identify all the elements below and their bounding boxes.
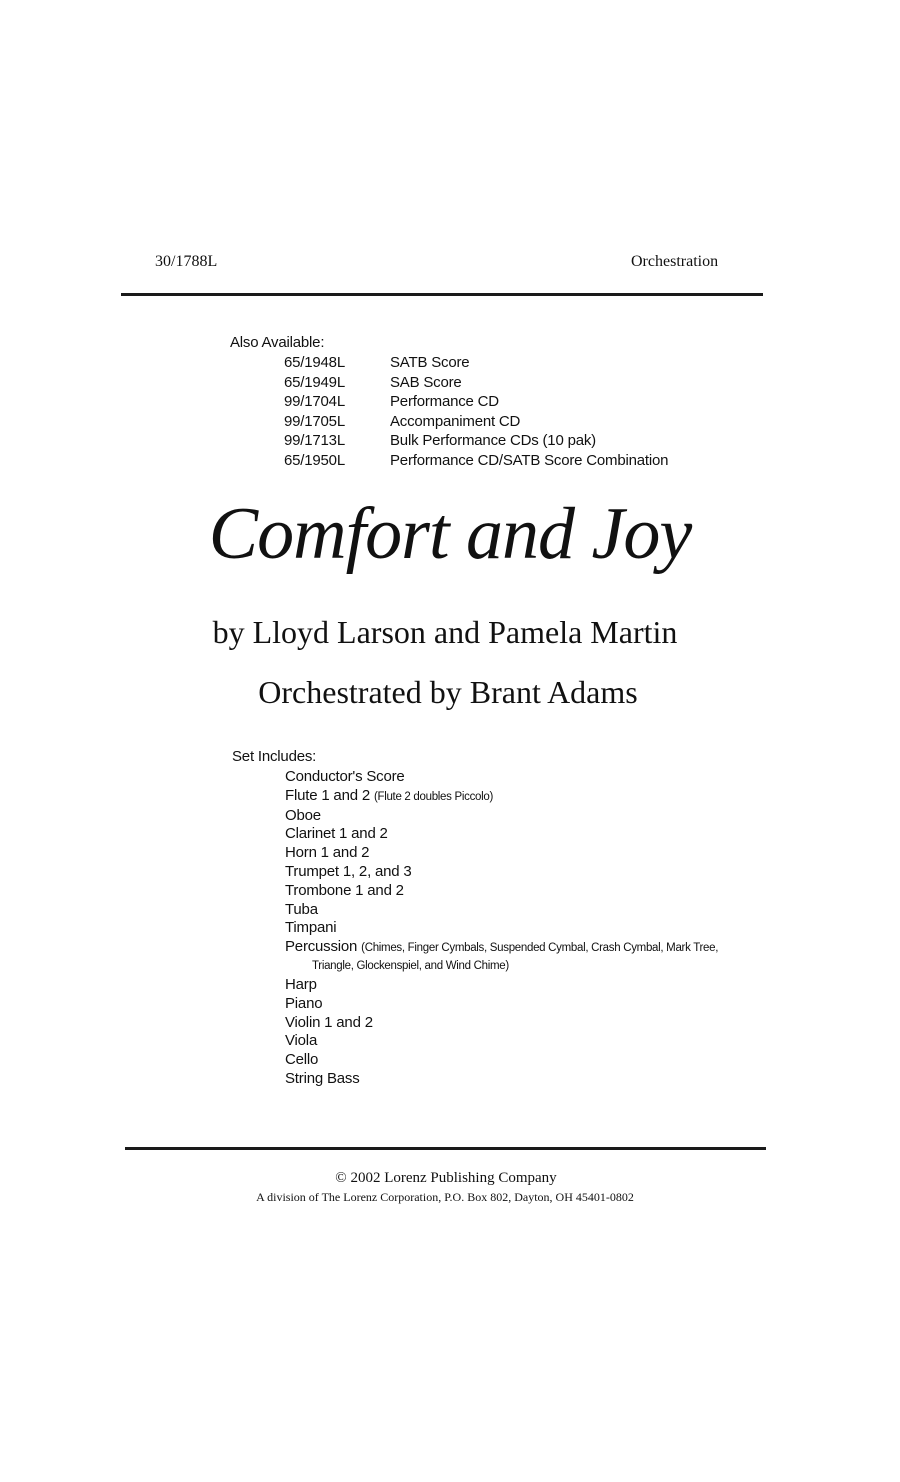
product-description: Bulk Performance CDs (10 pak) xyxy=(390,432,596,450)
part-name: Conductor's Score xyxy=(285,768,405,785)
part-name: Violin 1 and 2 xyxy=(285,1013,373,1031)
also-available-item xyxy=(284,354,668,374)
part-name: Trumpet 1, 2, and 3 xyxy=(285,862,412,880)
part-name: Piano xyxy=(285,994,323,1012)
set-item xyxy=(285,768,718,787)
catalog-number: 30/1788L xyxy=(155,253,218,270)
part-name: Flute 1 and 2 xyxy=(285,786,370,804)
set-item xyxy=(285,995,718,1014)
product-code: 65/1949L xyxy=(284,373,345,391)
part-name: Clarinet 1 and 2 xyxy=(285,825,388,843)
part-name: Oboe xyxy=(285,806,321,824)
publisher-address: A division of The Lorenz Corporation, P.O. Box 802, Dayton, OH 45401-0802 xyxy=(256,1190,634,1204)
page-title: Comfort and Joy xyxy=(208,493,692,575)
part-name: Horn 1 and 2 xyxy=(285,844,370,862)
part-note: (Chimes, Finger Cymbals, Suspended Cymbal, Crash Cymbal, Mark Tree, xyxy=(361,942,719,955)
part-name: Harp xyxy=(285,975,317,993)
part-name: String Bass xyxy=(285,1069,360,1087)
product-code: 99/1705L xyxy=(284,412,345,430)
set-item xyxy=(285,976,718,995)
set-item xyxy=(285,938,718,958)
set-includes-label: Set Includes: xyxy=(232,748,317,765)
part-name: Cello xyxy=(285,1051,319,1069)
product-code: 65/1948L xyxy=(284,354,345,371)
also-available-list xyxy=(284,354,668,472)
set-item xyxy=(285,1051,718,1070)
set-item xyxy=(285,1032,718,1051)
part-note: (Flute 2 doubles Piccolo) xyxy=(373,790,493,803)
product-description: SAB Score xyxy=(390,373,462,391)
edition-label: Orchestration xyxy=(631,253,719,270)
product-code: 99/1713L xyxy=(284,432,345,450)
also-available-item xyxy=(284,413,668,433)
set-item xyxy=(285,807,718,826)
set-item xyxy=(285,863,718,882)
part-name: Tuba xyxy=(285,900,318,918)
also-available-item xyxy=(284,393,668,413)
also-available-item xyxy=(284,432,668,452)
top-divider xyxy=(121,293,763,296)
also-available-label: Also Available: xyxy=(230,334,325,351)
set-item xyxy=(285,787,718,807)
also-available-item xyxy=(284,452,668,472)
set-item xyxy=(285,901,718,920)
set-includes-list xyxy=(285,768,718,1089)
product-code: 99/1704L xyxy=(284,393,345,411)
set-item xyxy=(285,919,718,938)
set-item xyxy=(285,825,718,844)
bottom-divider xyxy=(125,1147,766,1150)
product-code: 65/1950L xyxy=(284,451,345,469)
set-item xyxy=(285,1014,718,1033)
part-name: Viola xyxy=(285,1032,318,1050)
part-name: Timpani xyxy=(285,919,337,937)
set-item xyxy=(285,1070,718,1089)
part-name: Percussion xyxy=(285,938,358,956)
orchestrator-line: Orchestrated by Brant Adams xyxy=(258,674,638,710)
product-description: Accompaniment CD xyxy=(390,412,521,430)
product-description: SATB Score xyxy=(390,354,470,371)
part-name: Trombone 1 and 2 xyxy=(285,881,404,899)
also-available-item xyxy=(284,374,668,394)
product-description: Performance CD/SATB Score Combination xyxy=(390,451,669,469)
product-description: Performance CD xyxy=(390,393,499,411)
set-item xyxy=(285,882,718,901)
copyright-line: © 2002 Lorenz Publishing Company xyxy=(335,1170,557,1186)
authors-line: by Lloyd Larson and Pamela Martin xyxy=(212,614,678,650)
set-item xyxy=(285,844,718,863)
part-note-continued: Triangle, Glockenspiel, and Wind Chime) xyxy=(312,959,509,972)
